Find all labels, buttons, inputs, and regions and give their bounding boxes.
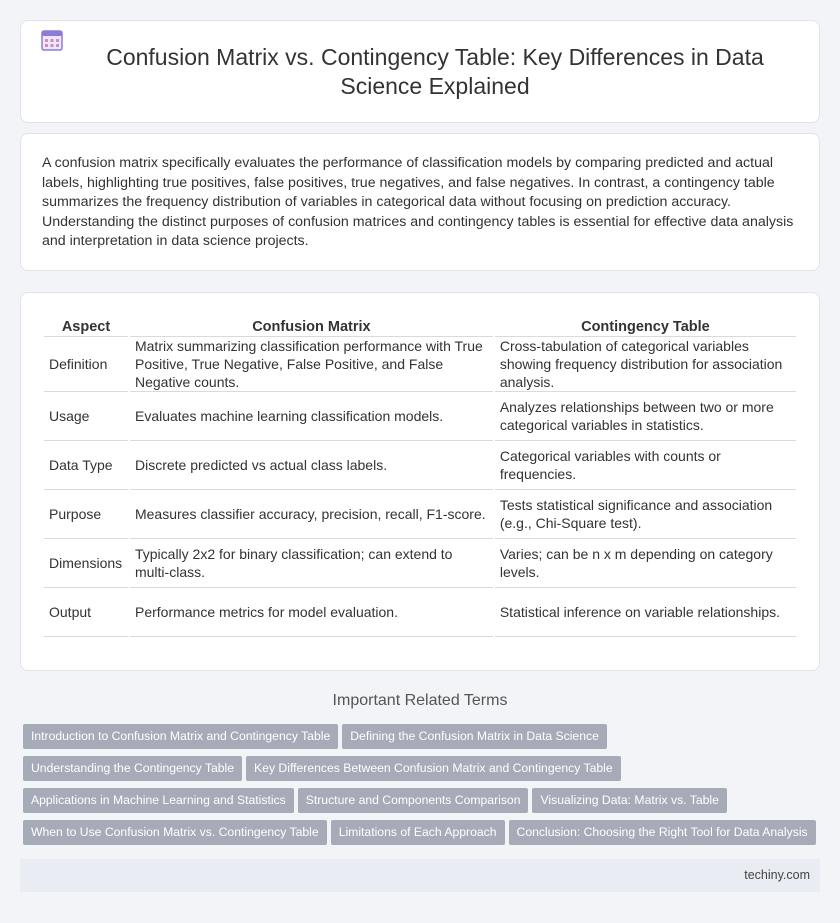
row-confusion-cell: Discrete predicted vs actual class labels. — [130, 441, 493, 490]
table-header-row — [44, 314, 796, 337]
related-term-link[interactable]: Visualizing Data: Matrix vs. Table — [532, 788, 726, 813]
title-card — [20, 20, 820, 123]
related-term-link[interactable]: Applications in Machine Learning and Statistics — [23, 788, 294, 813]
comparison-table — [42, 314, 798, 637]
row-aspect: Dimensions — [44, 539, 128, 588]
related-term-link[interactable]: Key Differences Between Confusion Matrix and Contingency Table — [246, 756, 621, 781]
tag-row — [23, 756, 625, 781]
row-confusion-cell: Measures classifier accuracy, precision, recall, F1-score. — [130, 490, 493, 539]
table-row — [44, 392, 796, 441]
row-contingency-cell: Categorical variables with counts or frequencies. — [495, 441, 796, 490]
row-aspect: Definition — [44, 337, 128, 392]
related-term-link[interactable]: Understanding the Contingency Table — [23, 756, 242, 781]
row-contingency-cell: Analyzes relationships between two or more categorical variables in statistics. — [495, 392, 796, 441]
table-row — [44, 337, 796, 392]
row-contingency-cell: Statistical inference on variable relationships. — [495, 588, 796, 637]
row-confusion-cell: Matrix summarizing classification performance with True Positive, True Negative, False Positive, and False Negative counts. — [130, 337, 493, 392]
related-term-link[interactable]: Limitations of Each Approach — [331, 820, 505, 845]
tag-row — [23, 788, 731, 813]
footer — [20, 859, 820, 892]
related-term-link[interactable]: Conclusion: Choosing the Right Tool for Data Analysis — [509, 820, 816, 845]
row-confusion-cell: Typically 2x2 for binary classification; can extend to multi-class. — [130, 539, 493, 588]
row-contingency-cell: Tests statistical significance and association (e.g., Chi-Square test). — [495, 490, 796, 539]
related-term-link[interactable]: Defining the Confusion Matrix in Data Science — [342, 724, 607, 749]
intro-paragraph: A confusion matrix specifically evaluates the performance of classification models by comparing predicted and actual labels, highlighting true positives, false positives, true negatives, and false negatives. In contrast, a contingency table summarizes the frequency distribution of variables in categorical data without focusing on prediction accuracy. Understanding the distinct purposes of confusion matrices and contingency tables is essential for effective data analysis and interpretation in data science projects. — [42, 155, 794, 250]
row-aspect: Purpose — [44, 490, 128, 539]
table-row — [44, 539, 796, 588]
site-credit[interactable]: techiny.com — [744, 868, 810, 882]
related-terms-heading: Important Related Terms — [332, 692, 508, 709]
related-term-link[interactable]: Introduction to Confusion Matrix and Contingency Table — [23, 724, 338, 749]
calendar-grid-icon — [41, 28, 63, 52]
row-confusion-cell: Performance metrics for model evaluation. — [130, 588, 493, 637]
page-title: Confusion Matrix vs. Contingency Table: Key Differences in Data Science Explained — [106, 44, 764, 99]
header-confusion-matrix: Confusion Matrix — [130, 314, 493, 337]
related-term-link[interactable]: Structure and Components Comparison — [298, 788, 529, 813]
table-row — [44, 588, 796, 637]
row-aspect: Data Type — [44, 441, 128, 490]
row-confusion-cell: Evaluates machine learning classification models. — [130, 392, 493, 441]
row-contingency-cell: Varies; can be n x m depending on category levels. — [495, 539, 796, 588]
table-row — [44, 490, 796, 539]
tag-row — [23, 820, 820, 845]
table-row — [44, 441, 796, 490]
related-term-link[interactable]: When to Use Confusion Matrix vs. Contingency Table — [23, 820, 327, 845]
header-aspect: Aspect — [44, 314, 128, 337]
row-aspect: Usage — [44, 392, 128, 441]
intro-card — [20, 133, 820, 271]
row-aspect: Output — [44, 588, 128, 637]
row-contingency-cell: Cross-tabulation of categorical variables showing frequency distribution for association analysis. — [495, 337, 796, 392]
comparison-card — [20, 292, 820, 671]
header-contingency-table: Contingency Table — [495, 314, 796, 337]
tag-row — [23, 724, 611, 749]
